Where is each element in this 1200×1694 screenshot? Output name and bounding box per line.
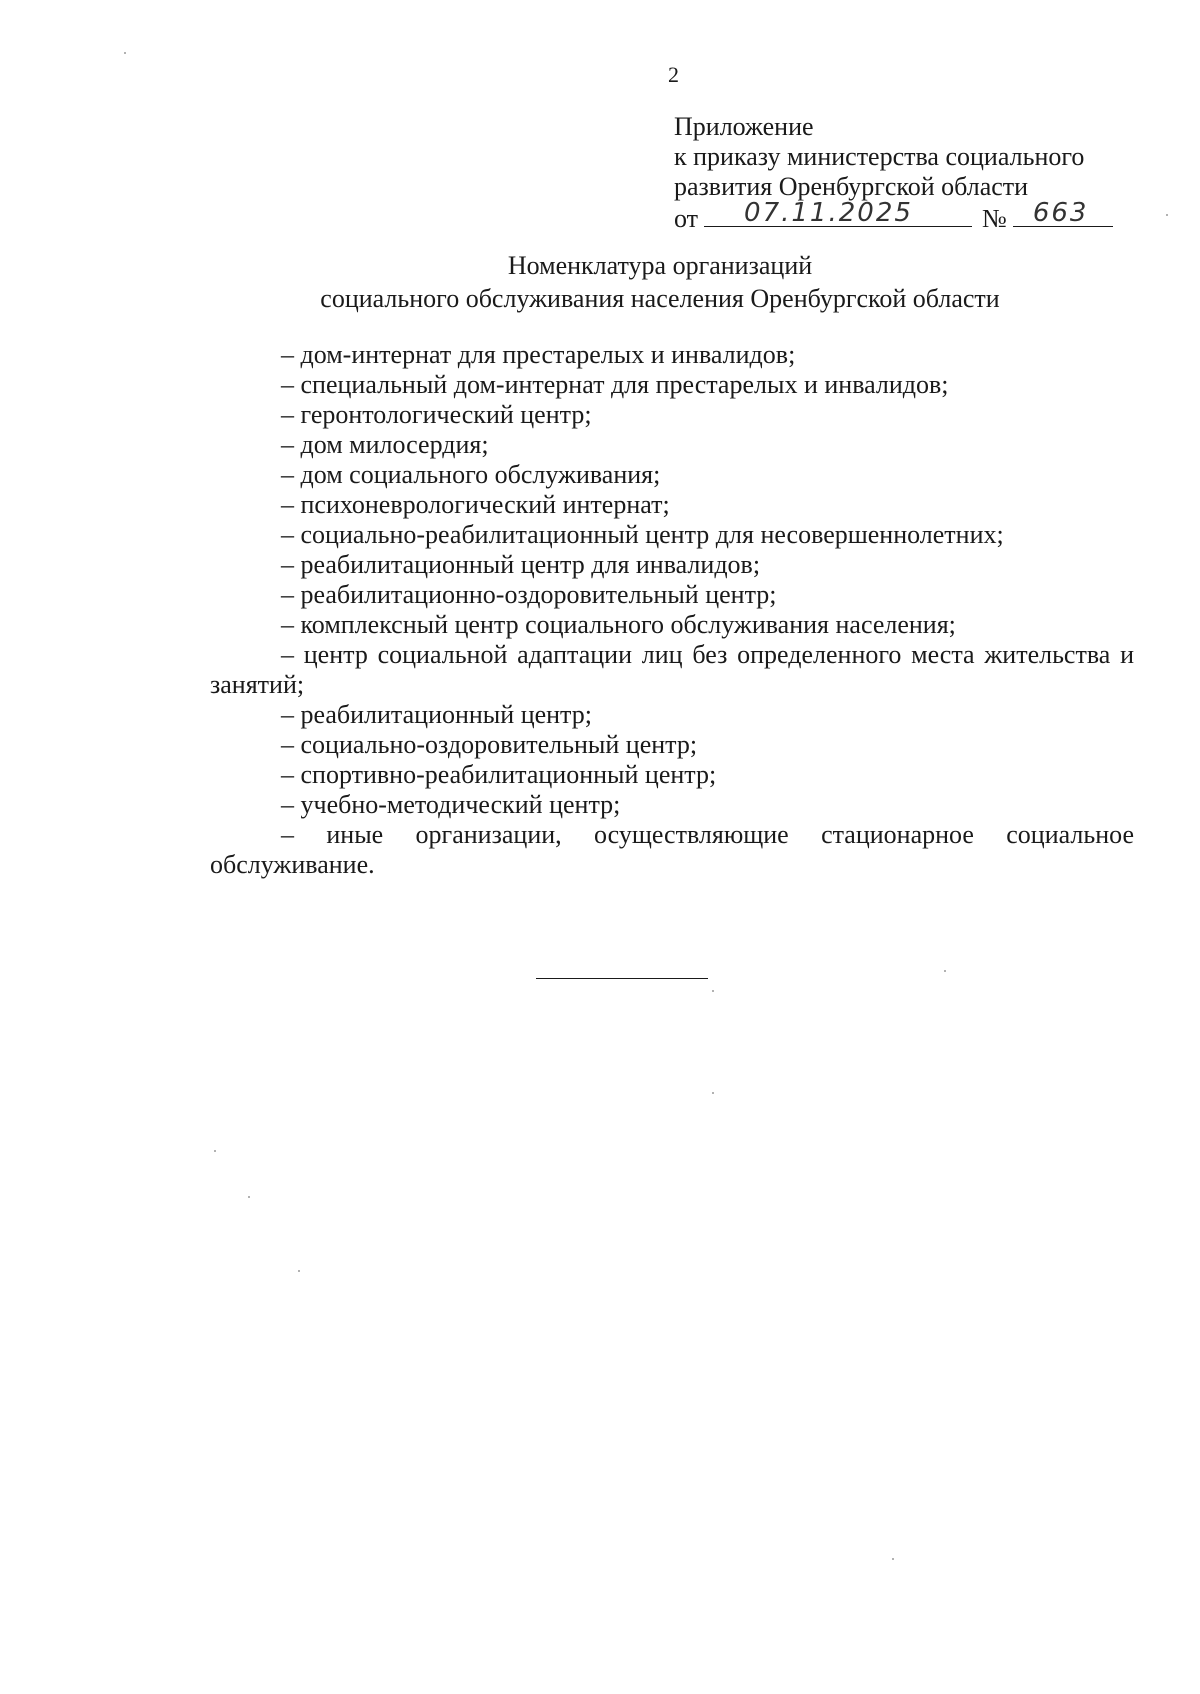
- date-blank: [704, 198, 972, 228]
- list-item: – психоневрологический интернат;: [281, 490, 670, 519]
- page-number: 2: [668, 62, 679, 87]
- list-item: – социально-реабилитационный центр для несовершеннолетних;: [281, 520, 1004, 549]
- scan-speck: [124, 52, 126, 54]
- list-item: – геронтологический центр;: [281, 400, 592, 429]
- scan-speck: [214, 1150, 216, 1152]
- scan-speck: [712, 990, 714, 992]
- list-item: – реабилитационный центр для инвалидов;: [281, 550, 761, 579]
- organization-type-list: [210, 340, 1134, 880]
- order-date-number-line: [674, 198, 1174, 234]
- handwritten-number: 663: [1032, 198, 1089, 228]
- appendix-ministry-region: развития Оренбургской области: [674, 172, 1029, 201]
- document-title-line-1: Номенклатура организаций: [507, 251, 813, 280]
- list-item: – центр социальной адаптации лиц без определенного места жительства и занятий;: [210, 640, 1134, 699]
- handwritten-date: 07.11.2025: [744, 198, 913, 228]
- scan-speck: [892, 1558, 894, 1560]
- list-item: – иные организации, осуществляющие стационарное социальное обслуживание.: [210, 820, 1134, 879]
- list-item: – реабилитационный центр;: [281, 700, 592, 729]
- number-blank: [1013, 198, 1113, 228]
- scan-speck: [712, 1092, 714, 1094]
- end-divider-line: [536, 978, 708, 979]
- document-title-line-2: социального обслуживания населения Оренбургской области: [320, 284, 1000, 313]
- list-item: – спортивно-реабилитационный центр;: [281, 760, 717, 789]
- appendix-title: Приложение: [674, 112, 814, 141]
- list-item: – специальный дом-интернат для престарелых и инвалидов;: [281, 370, 949, 399]
- list-item: – комплексный центр социального обслуживания населения;: [281, 610, 956, 639]
- list-item: – реабилитационно-оздоровительный центр;: [281, 580, 777, 609]
- list-item: – учебно-методический центр;: [281, 790, 621, 819]
- appendix-order-reference: к приказу министерства социального: [674, 142, 1085, 171]
- scan-speck: [944, 970, 946, 972]
- scan-speck: [298, 1270, 300, 1272]
- list-item: – дом социального обслуживания;: [281, 460, 661, 489]
- date-prefix: от: [674, 204, 699, 233]
- list-item: – дом милосердия;: [281, 430, 489, 459]
- number-sign: №: [982, 204, 1007, 233]
- scan-speck: [248, 1196, 250, 1198]
- scan-speck: [1166, 214, 1168, 216]
- appendix-header: [674, 112, 1174, 234]
- list-item: – дом-интернат для престарелых и инвалидов;: [281, 340, 796, 369]
- list-item: – социально-оздоровительный центр;: [281, 730, 698, 759]
